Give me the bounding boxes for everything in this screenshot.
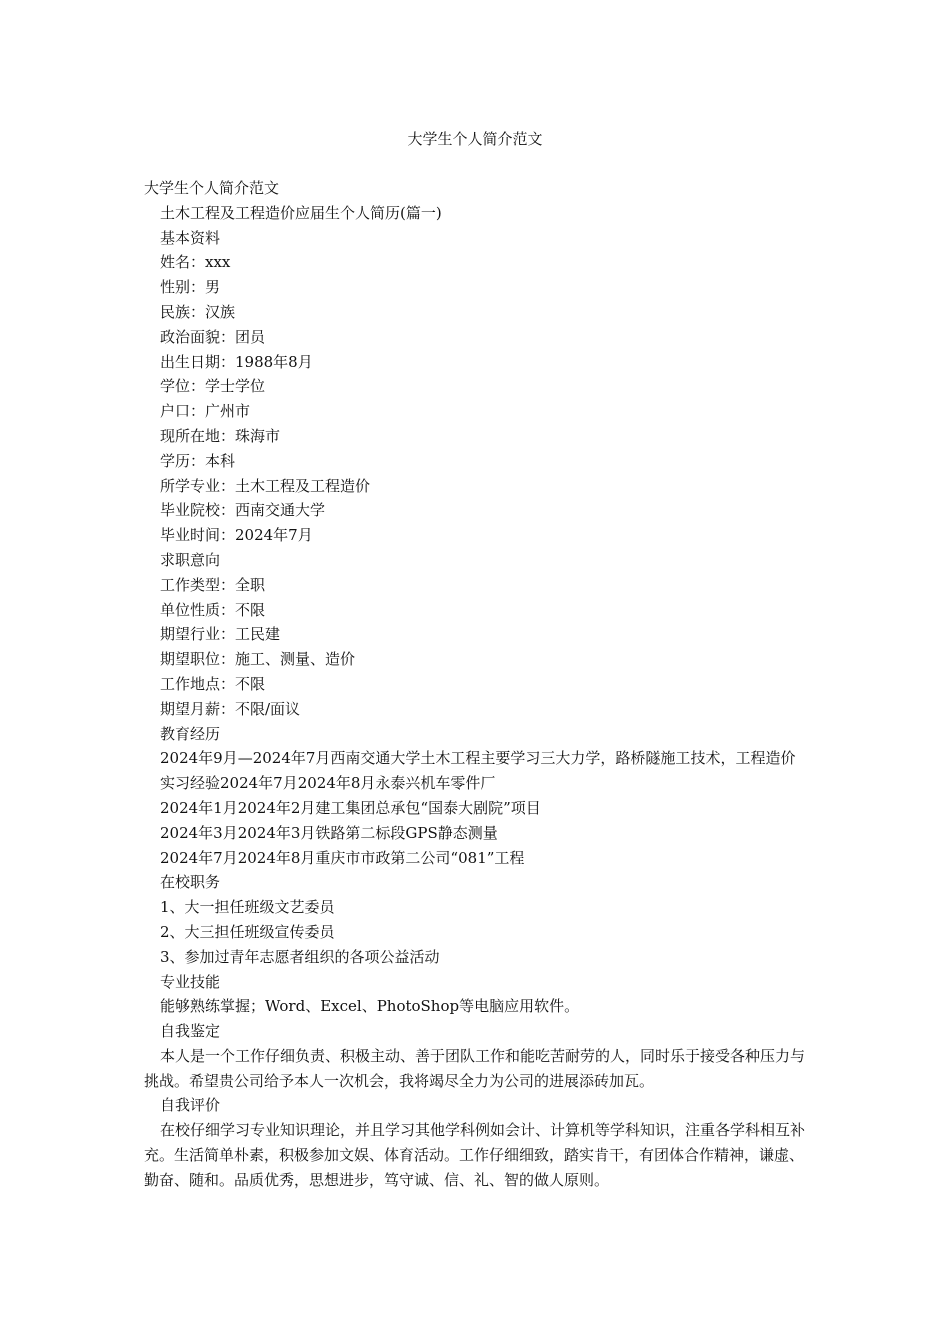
- basic-info-birth: 出生日期：1988年8月: [160, 352, 313, 371]
- skills-text: 能够熟练掌握；Word、Excel、PhotoShop等电脑应用软件。: [160, 997, 580, 1016]
- main-heading: 大学生个人简介范文: [144, 179, 280, 197]
- internship-item: 2024年1月2024年2月建工集团总承包“国泰大剧院”项目: [160, 798, 541, 817]
- intent-salary: 期望月薪：不限/面议: [160, 699, 301, 718]
- section-self-evaluation: 自我评价: [160, 1096, 221, 1115]
- basic-info-hukou: 户口：广州市: [160, 402, 251, 421]
- intent-position: 期望职位：施工、测量、造价: [160, 650, 356, 669]
- internship-item: 实习经验2024年7月2024年8月永泰兴机车零件厂: [160, 774, 496, 793]
- document-title: 大学生个人简介范文: [407, 130, 543, 148]
- basic-info-major: 所学专业：土木工程及工程造价: [160, 476, 371, 495]
- self-evaluation-text: 在校仔细学习专业知识理论，并且学习其他学科例如会计、计算机等学科知识，注重各学科相互补充。生活简单朴素，积极参加文娱、体育活动。工作仔细细致，踏实肯干，有团体合作精神，谦虚、勤奋、随和。品质优秀，思想进步，笃守诚、信、礼、智的做人原则。: [144, 1121, 806, 1189]
- intent-work-type: 工作类型：全职: [160, 575, 266, 594]
- basic-info-ethnicity: 民族：汉族: [160, 302, 236, 321]
- section-self-appraisal: 自我鉴定: [160, 1022, 221, 1041]
- education-text: 2024年9月—2024年7月西南交通大学土木工程主要学习三大力学，路桥隧施工技术，工程造价: [160, 749, 796, 768]
- section-campus-duty: 在校职务: [160, 873, 221, 892]
- basic-info-location: 现所在地：珠海市: [160, 426, 281, 445]
- section-basic-info: 基本资料: [160, 228, 221, 247]
- duty-item: 3、参加过青年志愿者组织的各项公益活动: [160, 947, 440, 966]
- internship-item: 2024年7月2024年8月重庆市市政第二公司“081”工程: [160, 848, 525, 867]
- internship-item: 2024年3月2024年3月铁路第二标段GPS静态测量: [160, 823, 498, 842]
- section-job-intent: 求职意向: [160, 550, 221, 569]
- basic-info-name: 姓名：xxx: [160, 253, 231, 272]
- document-body: [144, 176, 806, 1193]
- intent-industry: 期望行业：工民建: [160, 625, 281, 644]
- duty-item: 2、大三担任班级宣传委员: [160, 922, 335, 941]
- resume-subheading: 土木工程及工程造价应届生个人简历(篇一): [160, 203, 442, 222]
- section-skills: 专业技能: [160, 972, 221, 991]
- section-education: 教育经历: [160, 724, 221, 743]
- intent-company-type: 单位性质：不限: [160, 600, 266, 619]
- duty-item: 1、大一担任班级文艺委员: [160, 898, 335, 917]
- basic-info-graduation: 毕业时间：2024年7月: [160, 526, 313, 545]
- self-appraisal-text: 本人是一个工作仔细负责、积极主动、善于团队工作和能吃苦耐劳的人，同时乐于接受各种压力与挑战。希望贵公司给予本人一次机会，我将竭尽全力为公司的进展添砖加瓦。: [144, 1046, 806, 1090]
- basic-info-degree: 学位：学士学位: [160, 377, 266, 396]
- intent-location: 工作地点：不限: [160, 674, 266, 693]
- basic-info-education: 学历：本科: [160, 451, 236, 470]
- basic-info-gender: 性别：男: [160, 278, 221, 297]
- basic-info-political: 政治面貌：团员: [160, 327, 266, 346]
- basic-info-school: 毕业院校：西南交通大学: [160, 501, 326, 520]
